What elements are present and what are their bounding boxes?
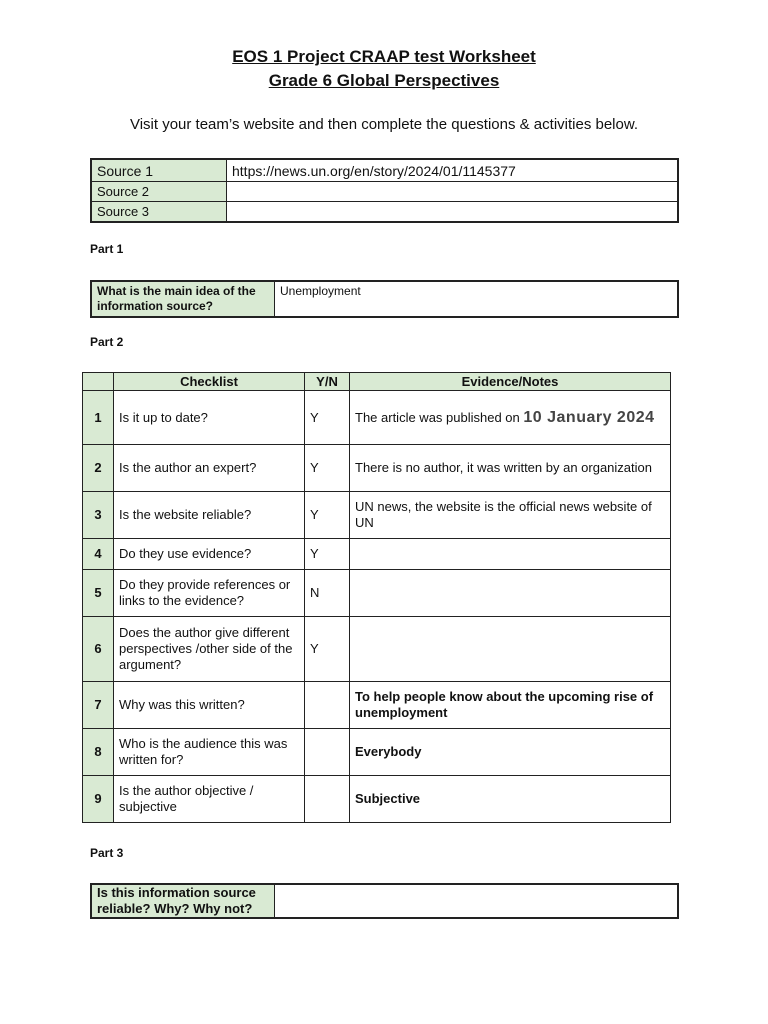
publish-date: 10 January 2024 <box>523 408 655 426</box>
source-row <box>91 182 678 202</box>
source-url[interactable] <box>227 182 679 202</box>
worksheet-title: EOS 1 Project CRAAP test Worksheet <box>232 47 536 66</box>
evidence-text: The article was published on <box>355 409 524 425</box>
row-number: 9 <box>83 776 114 823</box>
row-yn[interactable] <box>305 729 350 776</box>
row-number: 8 <box>83 729 114 776</box>
reliability-table <box>90 883 679 919</box>
row-yn[interactable]: Y <box>305 539 350 570</box>
table-row <box>83 776 671 823</box>
row-number: 6 <box>83 617 114 682</box>
row-question: Do they provide references or links to the evidence? <box>114 570 305 617</box>
table-row <box>83 492 671 539</box>
checklist-header-row <box>83 373 671 391</box>
row-number: 7 <box>83 682 114 729</box>
row-question: Do they use evidence? <box>114 539 305 570</box>
part3-label: Part 3 <box>90 846 124 860</box>
row-evidence[interactable] <box>350 570 671 617</box>
worksheet-subtitle: Grade 6 Global Perspectives <box>268 71 500 90</box>
main-idea-table <box>90 280 679 318</box>
row-yn[interactable]: Y <box>305 445 350 492</box>
header-num <box>83 373 114 391</box>
row-yn[interactable] <box>305 682 350 729</box>
row-yn[interactable]: Y <box>305 492 350 539</box>
table-row <box>83 539 671 570</box>
row-yn[interactable]: N <box>305 570 350 617</box>
row-question: Does the author give different perspectives /other side of the argument? <box>114 617 305 682</box>
row-question: Is the author an expert? <box>114 445 305 492</box>
row-evidence[interactable] <box>350 391 671 445</box>
table-row <box>83 729 671 776</box>
row-yn[interactable] <box>305 776 350 823</box>
row-evidence[interactable] <box>350 539 671 570</box>
row-evidence[interactable]: There is no author, it was written by an organization <box>350 445 671 492</box>
source-url[interactable]: https://news.un.org/en/story/2024/01/1145377 <box>227 159 679 182</box>
row-question: Is the website reliable? <box>114 492 305 539</box>
table-row <box>83 391 671 445</box>
source-label: Source 2 <box>91 182 227 202</box>
row-question: Is it up to date? <box>114 391 305 445</box>
header-yn: Y/N <box>305 373 350 391</box>
source-row <box>91 159 678 182</box>
sources-table <box>90 158 679 223</box>
reliability-answer[interactable] <box>275 884 679 918</box>
row-yn[interactable]: Y <box>305 617 350 682</box>
row-question: Who is the audience this was written for? <box>114 729 305 776</box>
row-evidence[interactable] <box>350 617 671 682</box>
row-number: 3 <box>83 492 114 539</box>
row-evidence[interactable]: Everybody <box>350 729 671 776</box>
table-row <box>83 682 671 729</box>
row-question: Is the author objective / subjective <box>114 776 305 823</box>
table-row <box>83 445 671 492</box>
row-evidence[interactable]: Subjective <box>350 776 671 823</box>
source-label: Source 3 <box>91 202 227 223</box>
row-yn[interactable]: Y <box>305 391 350 445</box>
row-number: 4 <box>83 539 114 570</box>
part2-label: Part 2 <box>90 335 124 349</box>
source-url[interactable] <box>227 202 679 223</box>
main-idea-question: What is the main idea of the information source? <box>91 281 275 317</box>
source-row <box>91 202 678 223</box>
header-evidence: Evidence/Notes <box>350 373 671 391</box>
reliability-question: Is this information source reliable? Why? Why not? <box>91 884 275 918</box>
table-row <box>83 617 671 682</box>
instructions-text: Visit your team’s website and then complete the questions & activities below. <box>129 116 639 133</box>
part1-label: Part 1 <box>90 242 124 256</box>
table-row <box>83 570 671 617</box>
checklist-table <box>82 372 671 823</box>
source-label: Source 1 <box>91 159 227 182</box>
row-question: Why was this written? <box>114 682 305 729</box>
row-number: 2 <box>83 445 114 492</box>
row-number: 5 <box>83 570 114 617</box>
main-idea-answer[interactable]: Unemployment <box>275 281 679 317</box>
row-number: 1 <box>83 391 114 445</box>
header-checklist: Checklist <box>114 373 305 391</box>
row-evidence[interactable]: To help people know about the upcoming rise of unemployment <box>350 682 671 729</box>
row-evidence[interactable]: UN news, the website is the official news website of UN <box>350 492 671 539</box>
